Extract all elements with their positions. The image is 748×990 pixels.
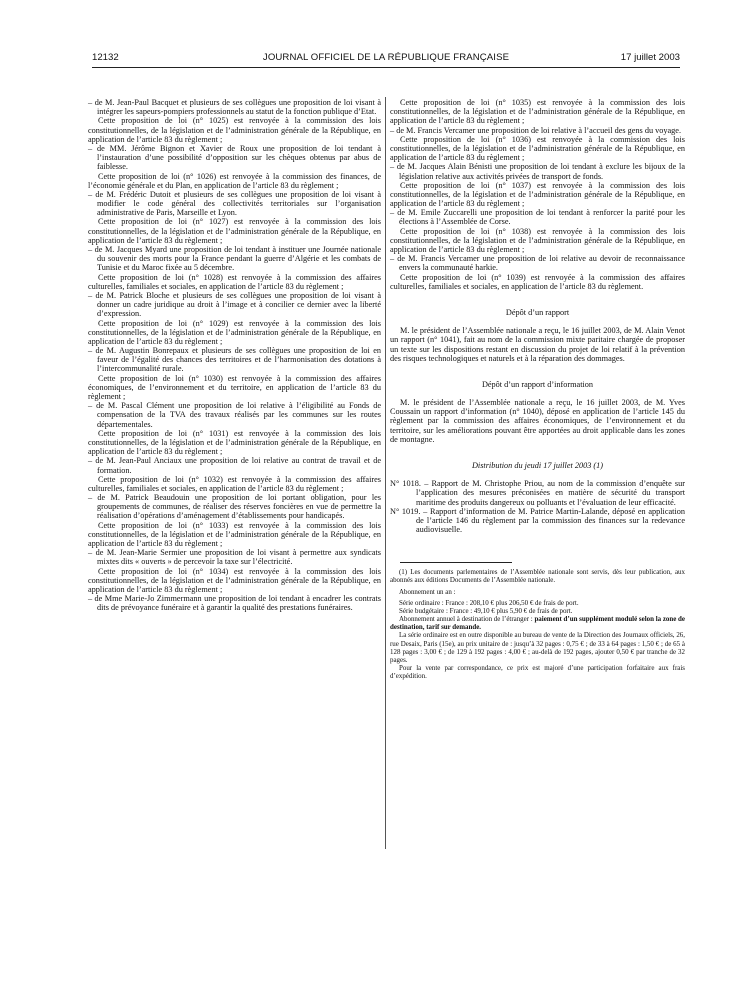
foreign-subscription-text: Abonnement annuel à destination de l’étranger : (399, 615, 535, 624)
referral-text: Cette proposition de loi (n° 1034) est renvoyée à la commission des lois constitutionnelles, de la législation et de l’administration générale de la République, en application de l’article 83 du règlement ; (88, 566, 381, 594)
foreign-subscription-bold: paiement d’un supplément modulé selon la zone de destination, tarif sur demande. (390, 615, 685, 632)
referral-text: Cette proposition de loi (n° 1035) est renvoyée à la commission des lois constitutionnelles, de la législation et de l’administration générale de la République, en application de l’article 83 du règlement ; (390, 98, 685, 126)
referral-text: Cette proposition de loi (n° 1033) est renvoyée à la commission des lois constitutionnelles, de la législation et de l’administration générale de la République, en application de l’article 83 du règlement ; (88, 520, 381, 548)
referral-text: Cette proposition de loi (n° 1025) est renvoyée à la commission des lois constitutionnelles, de la législation et de l’administration générale de la République, en application de l’article 83 du règlement ; (88, 116, 381, 144)
issue-date: 17 juillet 2003 (620, 52, 680, 63)
proposal-entry: – de M. Jean-Paul Anciaux une proposition de loi relative au contrat de travail et de formation. (88, 456, 381, 475)
footnote-note: (1) Les documents parlementaires de l’Assemblée nationale sont servis, dès leur publication, aux abonnés aux éditions Documents de l’Assemblée nationale. (390, 568, 685, 585)
journal-title: JOURNAL OFFICIEL DE LA RÉPUBLIQUE FRANÇAISE (262, 52, 510, 63)
document-description: – Rapport de M. Christophe Priou, au nom de la commission d’enquête sur l’application des mesures préconisées en matière de sécurité du transport maritime des produits dangereux ou polluants et l’évaluation de leur efficacité. (416, 479, 686, 507)
proposal-entry: – de M. Pascal Clément une proposition de loi relative à l’éligibilité au Fonds de compensation de la TVA des travaux réalisés par les communes sur les routes départementales. (88, 401, 381, 429)
distribution-item (390, 507, 685, 535)
rapport-text: M. le président de l’Assemblée nationale a reçu, le 16 juillet 2003, de M. Alain Venot un rapport (n° 1041), fait au nom de la commission mixte paritaire chargée de proposer un texte sur les dispositions restant en discussion du projet de loi relatif à la prévention des risques technologiques et naturels et à la réparation des dommages. (390, 326, 685, 363)
rapport-information-text: M. le président de l’Assemblée nationale a reçu, le 16 juillet 2003, de M. Yves Coussain un rapport d’information (n° 1040), déposé en application de l’article 145 du règlement par la commission des affaires économiques, de l’environnement et du territoire, sur les améliorations pouvant être apportées au droit applicable dans les zones de montagne. (390, 398, 685, 444)
referral-text: Cette proposition de loi (n° 1029) est renvoyée à la commission des lois constitutionnelles, de la législation et de l’administration générale de la République, en application de l’article 83 du règlement ; (88, 318, 381, 346)
referral-text: Cette proposition de loi (n° 1030) est renvoyée à la commission des affaires économiques, de l’environnement et du territoire, en application de l’article 83 du règlement ; (88, 373, 381, 401)
referral-text: Cette proposition de loi (n° 1031) est renvoyée à la commission des lois constitutionnelles, de la législation et de l’administration générale de la République, en application de l’article 83 du règlement ; (88, 428, 381, 457)
proposal-entry: – de M. Emile Zuccarelli une proposition de loi tendant à renforcer la parité pour les élections à l’Assemblée de Corse. (390, 208, 685, 227)
footnote (390, 568, 685, 680)
header-rule (92, 67, 680, 68)
proposal-entry: – de Mme Marie-Jo Zimmermann une proposition de loi tendant à encadrer les contrats dits de prévoyance funéraire et à garantir la qualité des prestations funéraires. (88, 594, 381, 613)
subscription-label: Abonnement un an : (399, 587, 456, 596)
referral-text: Cette proposition de loi (n° 1039) est renvoyée à la commission des affaires culturelles, familiales et sociales, en application de l’article 83 du règlement. (390, 272, 685, 291)
referral-text: Cette proposition de loi (n° 1027) est renvoyée à la commission des lois constitutionnelles, de la législation et de l’administration générale de la République, en application de l’article 83 du règlement ; (88, 217, 381, 245)
referral-text: Cette proposition de loi (n° 1028) est renvoyée à la commission des affaires culturelles, familiales et sociales, en application de l’article 83 du règlement ; (88, 272, 381, 291)
proposal-entry: – de M. Jean-Paul Bacquet et plusieurs de ses collègues une proposition de loi visant à intégrer les sapeurs-pompiers professionnels au statut de la fonction publique d’Etat. (88, 98, 381, 117)
referral-text: Cette proposition de loi (n° 1032) est renvoyée à la commission des affaires culturelles, familiales et sociales, en application de l’article 83 du règlement ; (88, 474, 381, 493)
distribution-item (390, 479, 685, 507)
proposal-entry: – de MM. Jérôme Bignon et Xavier de Roux une proposition de loi tendant à l’instauration d’une possibilité d’opposition sur les chèques obtenus par abus de faiblesse. (88, 143, 381, 172)
proposal-entry: – de M. Jacques Myard une proposition de loi tendant à instituer une Journée nationale du souvenir des morts pour la France pendant la guerre d’Algérie et les combats de Tunisie et du Maroc fixée au 5 décembre. (88, 245, 381, 273)
document-number: N° 1019. (390, 506, 421, 516)
section-title-rapport-information: Dépôt d’un rapport d’information (481, 379, 594, 389)
referral-text: Cette proposition de loi (n° 1038) est renvoyée à la commission des lois constitutionnelles, de la législation et de l’administration générale de la République, en application de l’article 83 du règlement ; (390, 226, 685, 254)
section-title-rapport: Dépôt d’un rapport (505, 307, 570, 317)
distribution-title: Distribution du jeudi 17 juillet 2003 (1) (471, 461, 604, 470)
serie-ordinaire: Série ordinaire : France : 208,10 € plus 206,50 € de frais de port. (399, 598, 579, 607)
serie-budgetaire: Série budgétaire : France : 49,10 € plus 5,90 € de frais de port. (399, 606, 573, 615)
foreign-subscription (390, 615, 685, 631)
referral-text: Cette proposition de loi (n° 1026) est renvoyée à la commission des finances, de l’économie générale et du Plan, en application de l’article 83 du règlement ; (88, 171, 381, 190)
left-column (88, 98, 381, 613)
proposal-entry: – de M. Frédéric Dutoit et plusieurs de ses collègues une proposition de loi visant à modifier le code général des collectivités territoriales sur l’organisation administrative de Paris, Marseille et Lyon. (88, 189, 381, 218)
page-number: 12132 (92, 52, 119, 63)
column-divider (385, 97, 386, 849)
document-description: – Rapport d’information de M. Patrice Martin-Lalande, déposé en application de l’article 146 du règlement par la commission des finances sur la redevance audiovisuelle. (416, 506, 686, 535)
footnote-rule (400, 562, 512, 563)
proposal-entry: – de M. Augustin Bonrepaux et plusieurs de ses collègues une proposition de loi en faveur de l’égalité des chances des territoires et de l’harmonisation des dotations à l’intercommunalité rurale. (88, 346, 381, 374)
proposal-entry: – de M. Francis Vercamer une proposition de loi relative à l’accueil des gens du voyage. (390, 125, 682, 135)
referral-text: Cette proposition de loi (n° 1037) est renvoyée à la commission des lois constitutionnelles, de la législation et de l’administration générale de la République, en application de l’article 83 du règlement ; (390, 180, 685, 209)
proposal-entry: – de M. Jacques Alain Bénisti une proposition de loi tendant à exclure les bijoux de la législation relative aux activités privées de transport de fonds. (390, 162, 685, 181)
page-header (92, 50, 680, 68)
proposal-entry: – de M. Patrick Beaudouin une proposition de loi portant obligation, pour les groupements de communes, de réaliser des réserves foncières en vue de permettre la réalisation d’opérations d’aménagement d’établissements pour handicapés. (88, 493, 381, 521)
proposal-entry: – de M. Jean-Marie Sermier une proposition de loi visant à permettre aux syndicats mixtes dits « ouverts » de percevoir la taxe sur l’électricité. (88, 548, 381, 567)
correspondance-info: Pour la vente par correspondance, ce prix est majoré d’une participation forfaitaire aux frais d’expédition. (390, 664, 685, 681)
vente-info: La série ordinaire est en outre disponible au bureau de vente de la Direction des Journaux officiels, 26, rue Desaix, Paris (15e), au prix unitaire de : jusqu’à 32 pages : 0,75 € ; de 33 à 64 pages : 1,50 € ; de 65 à 128 pages : 3,00 € ; de 129 à 192 pages : 4,00 € ; au-delà de 192 pages, ajouter 0,50 € par tranche de 32 pages. (390, 631, 685, 664)
document-number: N° 1018. (390, 479, 421, 489)
proposal-entry: – de M. Francis Vercamer une proposition de loi relative au devoir de reconnaissance envers la communauté harkie. (390, 254, 685, 273)
proposal-entry: – de M. Patrick Bloche et plusieurs de ses collègues une proposition de loi visant à donner un cadre juridique au droit à l’image et à concilier ce dernier avec la liberté d’expression. (88, 290, 381, 319)
referral-text: Cette proposition de loi (n° 1036) est renvoyée à la commission des lois constitutionnelles, de la législation et de l’administration générale de la République, en application de l’article 83 du règlement ; (390, 134, 685, 163)
right-column (390, 98, 685, 680)
